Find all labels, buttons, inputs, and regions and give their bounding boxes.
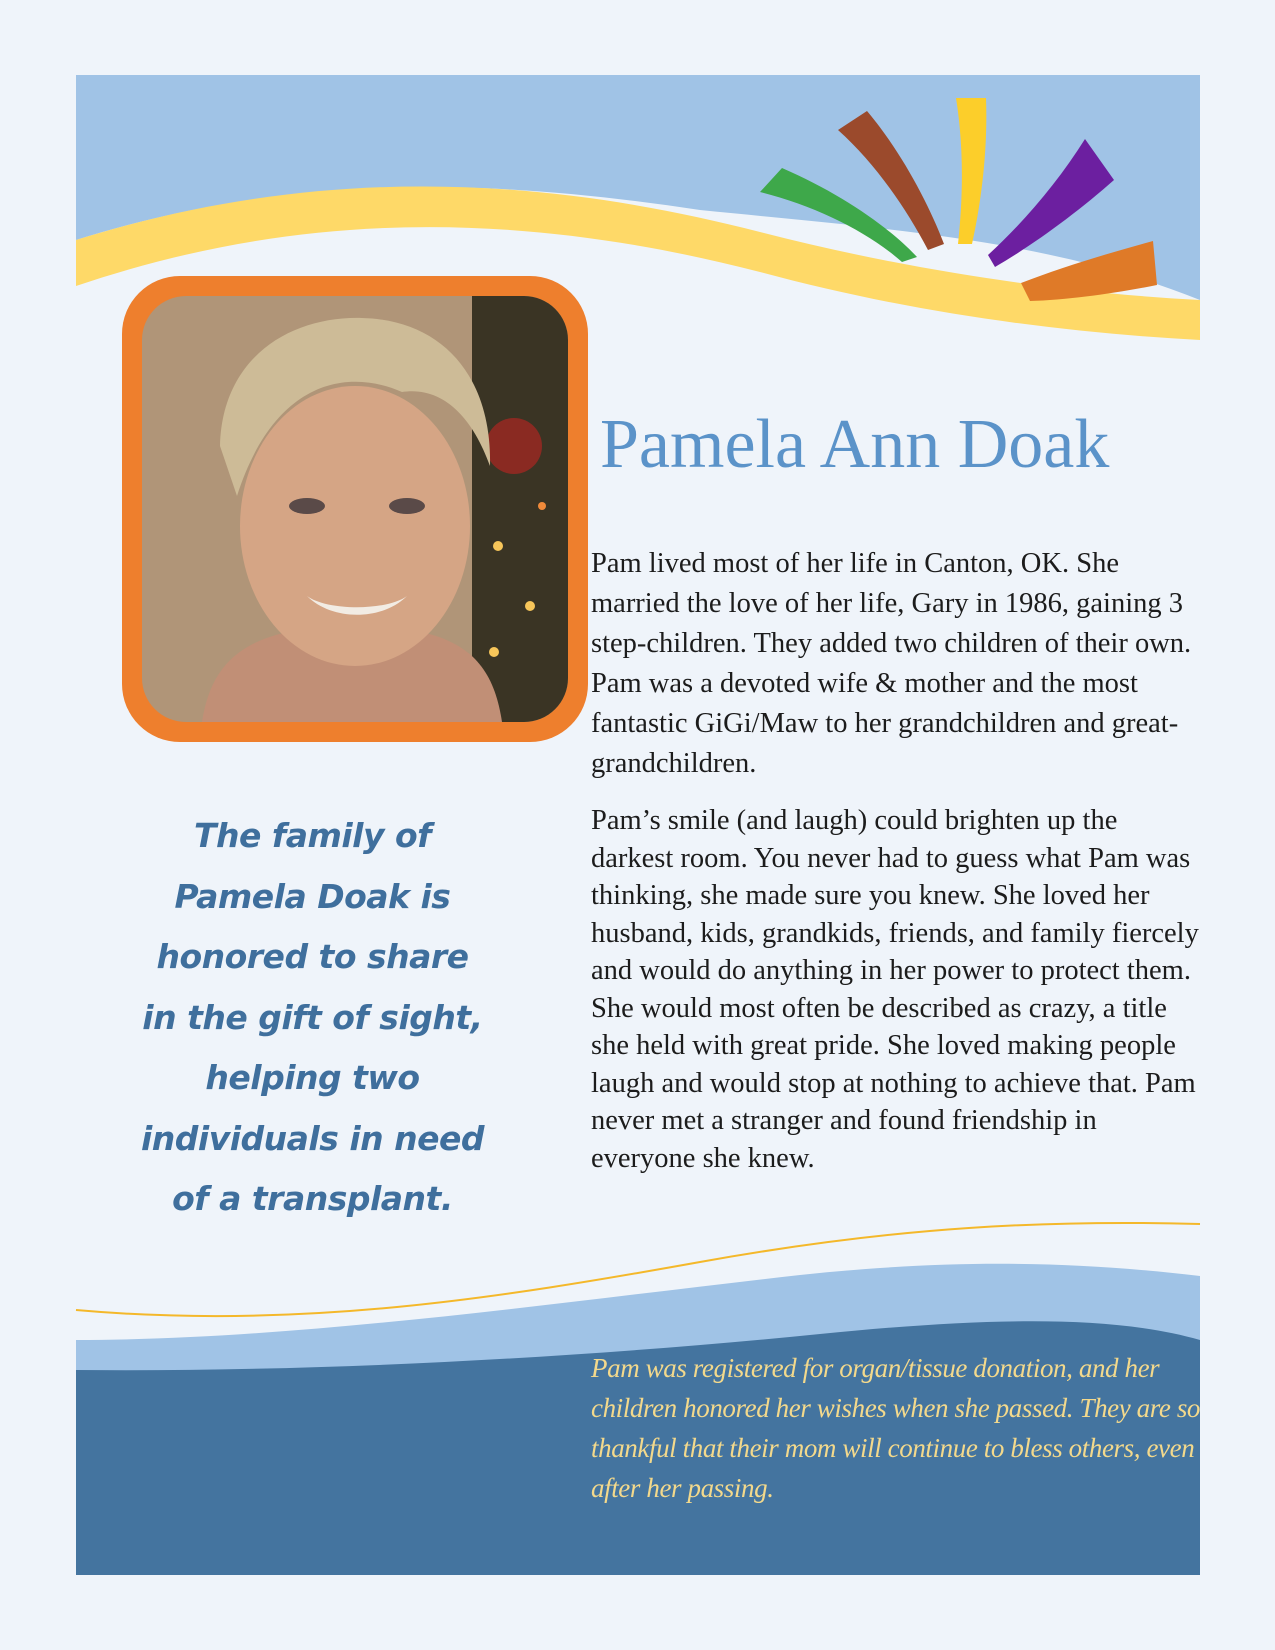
bio-paragraph-1: Pam lived most of her life in Canton, OK. She married the love of her life, Gary in 1986, gaining 3 step-children. They added two children of their own. Pam was a devoted wife & mother and the most fantastic GiGi/Maw to her grandchildren and great-grandchildren. (591, 548, 1192, 779)
tribute-quote: The family of Pamela Doak is honored to share in the gift of sight, helping two individuals in need of a transplant. (140, 816, 485, 1218)
photo-frame (122, 276, 588, 742)
portrait-photo (142, 296, 568, 722)
header-band (76, 75, 1200, 300)
page-title: Pamela Ann Doak (600, 406, 1110, 483)
footer-donation-note: Pam was registered for organ/tissue donation, and her children honored her wishes when she passed. They are so thankful that their mom will continue to bless others, even after her passing. (591, 1353, 1201, 1503)
bio-paragraph-2: Pam’s smile (and laugh) could brighten up the darkest room. You never had to guess what Pam was thinking, she made sure you knew. She loved her husband, kids, grandkids, friends, and family fiercely and would do anything in her power to protect them. She would most often be described as crazy, a title she held with great pride. She loved making people laugh and would stop at nothing to achieve that. Pam never met a stranger and found friendship in everyone she knew. (591, 805, 1199, 1174)
